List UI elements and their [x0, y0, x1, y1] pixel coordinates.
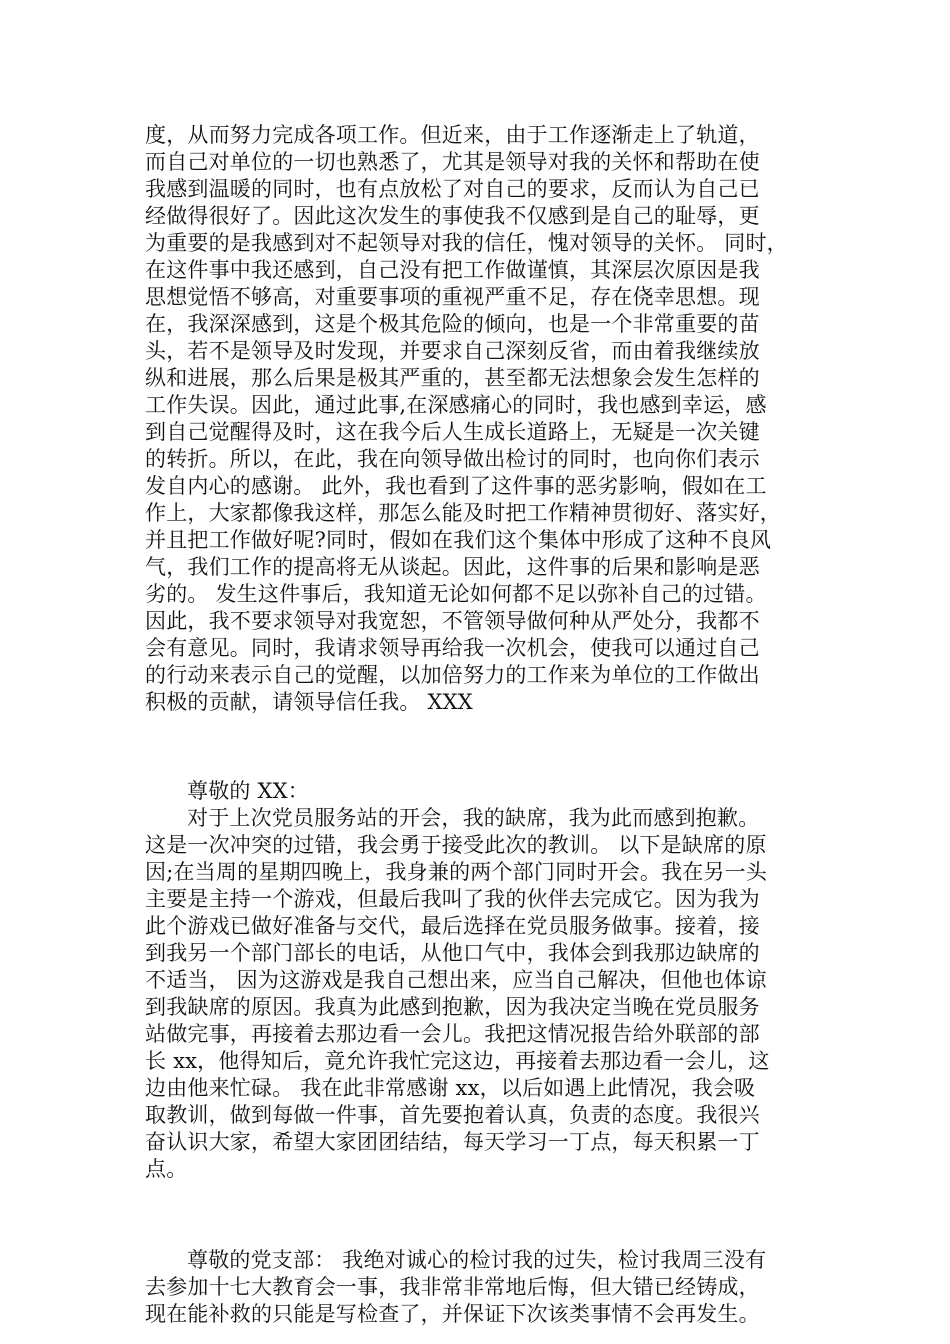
text-line: 取教训，做到每做一件事，首先要抱着认真，负责的态度。我很兴 [145, 1103, 760, 1127]
text-line: 主要是主持一个游戏，但最后我叫了我的伙伴去完成它。因为我为 [145, 887, 760, 911]
text-line: 工作失误。因此，通过此事,在深感痛心的同时，我也感到幸运，感 [145, 393, 767, 417]
text-line: 并且把工作做好呢?同时，假如在我们这个集体中形成了这种不良风 [145, 528, 772, 552]
text-line: 度，从而努力完成各项工作。但近来，由于工作逐渐走上了轨道， [145, 123, 760, 147]
text-line: 现在能补救的只能是写检查了，并保证下次该类事情不会再发生。 [145, 1302, 760, 1326]
text-line: 为重要的是我感到对不起领导对我的信任，愧对领导的关怀。 同时， [145, 231, 788, 255]
text-line: 因;在当周的星期四晚上，我身兼的两个部门同时开会。我在另一头 [145, 860, 768, 884]
text-line: 到自己觉醒得及时，这在我今后人生成长道路上，无疑是一次关键 [145, 420, 760, 444]
text-line: 此个游戏已做好准备与交代，最后选择在党员服务做事。接着，接 [145, 914, 760, 938]
text-line: 不适当， 因为这游戏是我自己想出来，应当自己解决，但他也体谅 [145, 968, 767, 992]
text-line: 作上，大家都像我这样，那怎么能及时把工作精神贯彻好、落实好， [145, 501, 781, 525]
text-line: 对于上次党员服务站的开会，我的缺席，我为此而感到抱歉。 [187, 806, 760, 830]
text-line: 劣的。 发生这件事后，我知道无论如何都不足以弥补自己的过错。 [145, 582, 767, 606]
text-line: 这是一次冲突的过错，我会勇于接受此次的教训。 以下是缺席的原 [145, 833, 767, 857]
text-line: 的行动来表示自己的觉醒，以加倍努力的工作来为单位的工作做出 [145, 663, 760, 687]
text-line: 纵和进展，那么后果是极其严重的，甚至都无法想象会发生怎样的 [145, 366, 760, 390]
text-line: 思想觉悟不够高，对重要事项的重视严重不足，存在侥幸思想。现 [145, 285, 760, 309]
text-line: 边由他来忙碌。 我在此非常感谢 xx，以后如遇上此情况，我会吸 [145, 1076, 756, 1100]
text-line: 会有意见。同时，我请求领导再给我一次机会，使我可以通过自己 [145, 636, 760, 660]
text-line: 头，若不是领导及时发现，并要求自己深刻反省，而由着我继续放 [145, 339, 760, 363]
text-line: 我感到温暖的同时，也有点放松了对自己的要求，反而认为自己已 [145, 177, 760, 201]
text-line: 因此，我不要求领导对我宽恕，不管领导做何种从严处分，我都不 [145, 609, 760, 633]
text-line: 气，我们工作的提高将无从谈起。因此，这件事的后果和影响是恶 [145, 555, 760, 579]
text-line: 站做完事，再接着去那边看一会儿。我把这情况报告给外联部的部 [145, 1022, 760, 1046]
text-line: 在这件事中我还感到，自己没有把工作做谨慎，其深层次原因是我 [145, 258, 760, 282]
text-line: 到我另一个部门部长的电话，从他口气中，我体会到我那边缺席的 [145, 941, 760, 965]
text-line: 的转折。所以，在此，我在向领导做出检讨的同时，也向你们表示 [145, 447, 760, 471]
text-line: 到我缺席的原因。我真为此感到抱歉，因为我决定当晚在党员服务 [145, 995, 760, 1019]
text-line: 发自内心的感谢。 此外，我也看到了这件事的恶劣影响，假如在工 [145, 474, 767, 498]
text-line: 奋认识大家，希望大家团团结结，每天学习一丁点，每天积累一丁 [145, 1130, 760, 1154]
signature-line: 积极的贡献，请领导信任我。 XXX [145, 690, 473, 714]
text-line: 在，我深深感到，这是个极其危险的倾向，也是一个非常重要的苗 [145, 312, 760, 336]
text-line: 经做得很好了。因此这次发生的事使我不仅感到是自己的耻辱，更 [145, 204, 760, 228]
text-line: 去参加十七大教育会一事，我非常非常地后悔，但大错已经铸成， [145, 1275, 760, 1299]
salutation: 尊敬的 XX： [187, 779, 309, 803]
text-line: 尊敬的党支部： 我绝对诚心的检讨我的过失，检讨我周三没有 [187, 1248, 767, 1272]
text-line: 点。 [145, 1157, 188, 1181]
text-line: 长 xx，他得知后，竟允许我忙完这边，再接着去那边看一会儿，这 [145, 1049, 770, 1073]
text-line: 而自己对单位的一切也熟悉了，尤其是领导对我的关怀和帮助在使 [145, 150, 760, 174]
